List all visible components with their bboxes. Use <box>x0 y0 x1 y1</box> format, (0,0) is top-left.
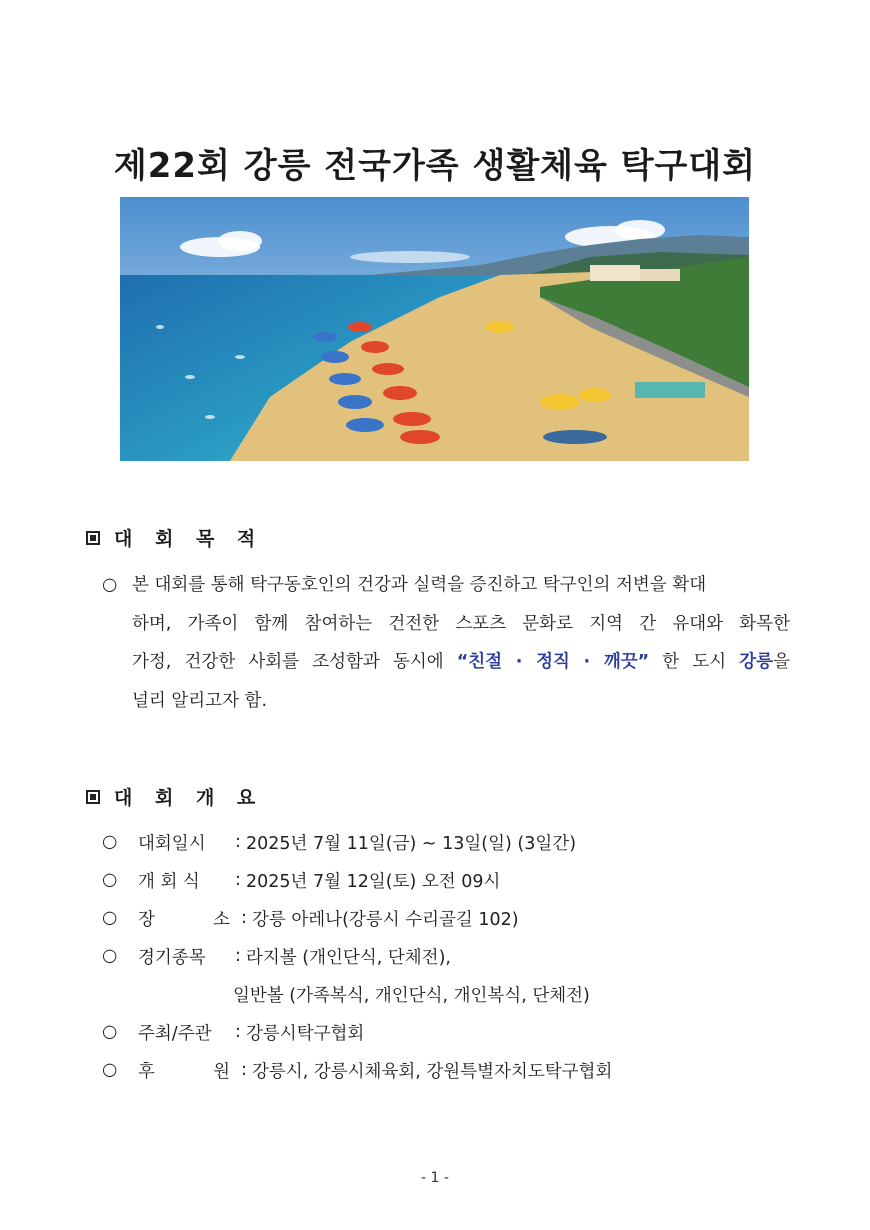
list-item <box>102 899 612 937</box>
list-item <box>102 1013 612 1051</box>
purpose-line-2: 하며, 가족이 함께 참여하는 건전한 스포츠 문화로 지역 간 유대와 화목한 <box>132 613 790 634</box>
list-item <box>102 937 612 975</box>
purpose-line-1: ○ 본 대회를 통해 탁구동호인의 건강과 실력을 증진하고 탁구인의 저변을 확대 <box>102 566 790 605</box>
beach-illustration <box>120 197 749 461</box>
item-value: 강릉 아레나(강릉시 수리골길 102) <box>252 909 519 930</box>
label-part: 장 <box>138 909 155 930</box>
item-value: 강릉시, 강릉시체육회, 강원특별자치도탁구협회 <box>252 1061 613 1082</box>
label-part: 원 <box>213 1061 230 1082</box>
circle-bullet-icon: ○ <box>102 946 118 966</box>
overview-list <box>102 823 612 1089</box>
list-item <box>102 861 612 899</box>
slogan-text: “친절 · 정직 · 깨끗” <box>456 652 650 672</box>
purpose-line-3: 가정, 건강한 사회를 조성함과 동시에 “친절 · 정직 · 깨끗” 한 도시 강릉을 <box>132 652 790 672</box>
circle-bullet-icon: ○ <box>102 908 118 928</box>
list-item <box>102 1051 612 1089</box>
item-label: 대회일시 <box>138 833 206 854</box>
circle-bullet-icon: ○ <box>102 575 118 595</box>
item-label: 주최/주관 <box>138 1023 212 1044</box>
page-title: 제22회 강릉 전국가족 생활체육 탁구대회 <box>113 146 757 186</box>
item-label: 경기종목 <box>138 947 206 968</box>
purpose-line-4: 널리 알리고자 함. <box>132 690 268 711</box>
label-colon: : <box>235 832 241 852</box>
label-part: 소 <box>213 909 230 930</box>
label-colon: : <box>241 908 247 928</box>
item-value: 일반볼 (가족복식, 개인단식, 개인복식, 단체전) <box>233 985 590 1006</box>
list-item <box>102 823 612 861</box>
section-heading-overview: 대 회 개 요 <box>86 783 263 810</box>
purpose-paragraph <box>102 566 790 720</box>
section-heading-purpose: 대 회 목 적 <box>86 524 263 551</box>
label-colon: : <box>235 946 241 966</box>
item-value: 강릉시탁구협회 <box>246 1023 365 1044</box>
list-item-continuation <box>102 975 612 1013</box>
item-label <box>138 906 236 931</box>
label-part: 후 <box>138 1061 155 1082</box>
label-colon: : <box>241 1060 247 1080</box>
circle-bullet-icon: ○ <box>102 1022 118 1042</box>
item-value: 라지볼 (개인단식, 단체전), <box>246 947 451 968</box>
circle-bullet-icon: ○ <box>102 1060 118 1080</box>
item-label <box>138 1058 236 1083</box>
label-colon: : <box>235 1022 241 1042</box>
item-label: 개 회 식 <box>138 871 200 892</box>
city-name: 강릉 <box>739 652 774 672</box>
square-bullet-icon <box>86 790 100 804</box>
page-number: - 1 - <box>421 1170 449 1186</box>
label-colon: : <box>235 870 241 890</box>
item-value: 2025년 7월 12일(토) 오전 09시 <box>246 871 501 892</box>
square-bullet-icon <box>86 531 100 545</box>
circle-bullet-icon: ○ <box>102 870 118 890</box>
item-value: 2025년 7월 11일(금) ~ 13일(일) (3일간) <box>246 833 577 854</box>
circle-bullet-icon: ○ <box>102 832 118 852</box>
